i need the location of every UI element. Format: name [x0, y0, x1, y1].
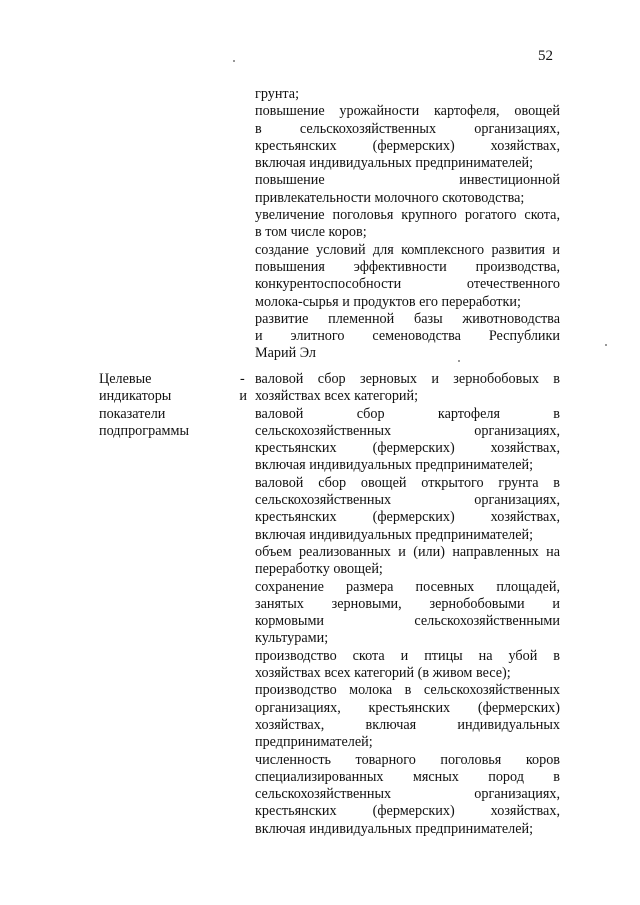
indicator-line: валовой сбор зерновых и зернобобовых в	[255, 371, 560, 387]
indicator-line: валовой сбор овощей открытого грунта в	[255, 474, 560, 491]
indicator-line: валовой сбор картофеля в	[255, 405, 560, 422]
indicator-line: производство скота и птицы на убой в	[255, 647, 560, 664]
goals-line: Марий Эл	[255, 345, 316, 362]
indicator-line: кормовыми сельскохозяйственными	[255, 613, 560, 630]
label-line: подпрограммы	[99, 422, 189, 439]
goals-line: повышения эффективности производства,	[255, 258, 560, 275]
indicator-line: организациях, крестьянских (фермерских)	[255, 699, 560, 716]
goals-line: привлекательности молочного скотоводства;	[255, 189, 525, 206]
indicator-line: включая индивидуальных предпринимателей;	[255, 457, 534, 474]
goals-line: молока-сырья и продуктов его переработки;	[255, 293, 521, 310]
indicator-line: сельскохозяйственных организациях,	[255, 786, 560, 803]
indicator-line: переработку овощей;	[255, 561, 383, 578]
indicator-line: специализированных мясных пород в	[255, 768, 560, 785]
goals-line: включая индивидуальных предпринимателей;	[255, 155, 534, 172]
indicator-line: культурами;	[255, 630, 329, 647]
indicator-line: сохранение размера посевных площадей,	[255, 578, 560, 595]
scan-speck	[458, 360, 460, 362]
scan-speck	[233, 60, 235, 62]
indicator-line: хозяйствах всех категорий (в живом весе);	[255, 665, 511, 682]
goals-line: и элитного семеноводства Республики	[255, 328, 560, 345]
indicator-line: занятых зерновыми, зернобобовыми и	[255, 595, 560, 612]
indicator-line: объем реализованных и (или) направленных на	[255, 543, 560, 560]
goals-line: грунта;	[255, 86, 300, 102]
indicator-line: сельскохозяйственных организациях,	[255, 492, 560, 509]
label-line: показатели	[99, 405, 166, 422]
goals-line: повышение урожайности картофеля, овощей	[255, 103, 560, 120]
page-number: 52	[538, 48, 553, 64]
section-label	[99, 371, 247, 440]
goals-line: создание условий для комплексного развития и	[255, 241, 560, 258]
scan-speck	[605, 344, 607, 346]
goals-line: в сельскохозяйственных организациях,	[255, 120, 560, 137]
indicator-line: крестьянских (фермерских) хозяйствах,	[255, 440, 560, 457]
indicator-line: хозяйствах всех категорий;	[255, 388, 419, 405]
goals-line: повышение инвестиционной	[255, 172, 560, 189]
label-dash: -	[240, 371, 245, 387]
goals-line: в том числе коров;	[255, 224, 367, 241]
goals-line: развитие племенной базы животноводства	[255, 310, 560, 327]
goals-line: крестьянских (фермерских) хозяйствах,	[255, 137, 560, 154]
indicator-line: производство молока в сельскохозяйственных	[255, 682, 560, 699]
goals-line: конкурентоспособности отечественного	[255, 276, 560, 293]
indicator-line: численность товарного поголовья коров	[255, 751, 560, 768]
goals-line: увеличение поголовья крупного рогатого скота,	[255, 207, 560, 224]
indicator-line: крестьянских (фермерских) хозяйствах,	[255, 509, 560, 526]
indicator-line: включая индивидуальных предпринимателей;	[255, 526, 534, 543]
indicators-list	[255, 371, 560, 838]
label-line: индикаторы и	[99, 388, 247, 405]
indicator-line: хозяйствах, включая индивидуальных	[255, 716, 560, 733]
goals-list	[255, 86, 560, 363]
indicator-line: включая индивидуальных предпринимателей;	[255, 820, 534, 837]
indicator-line: крестьянских (фермерских) хозяйствах,	[255, 803, 560, 820]
indicator-line: предпринимателей;	[255, 734, 373, 751]
label-line: Целевые	[99, 371, 152, 387]
indicator-line: сельскохозяйственных организациях,	[255, 422, 560, 439]
